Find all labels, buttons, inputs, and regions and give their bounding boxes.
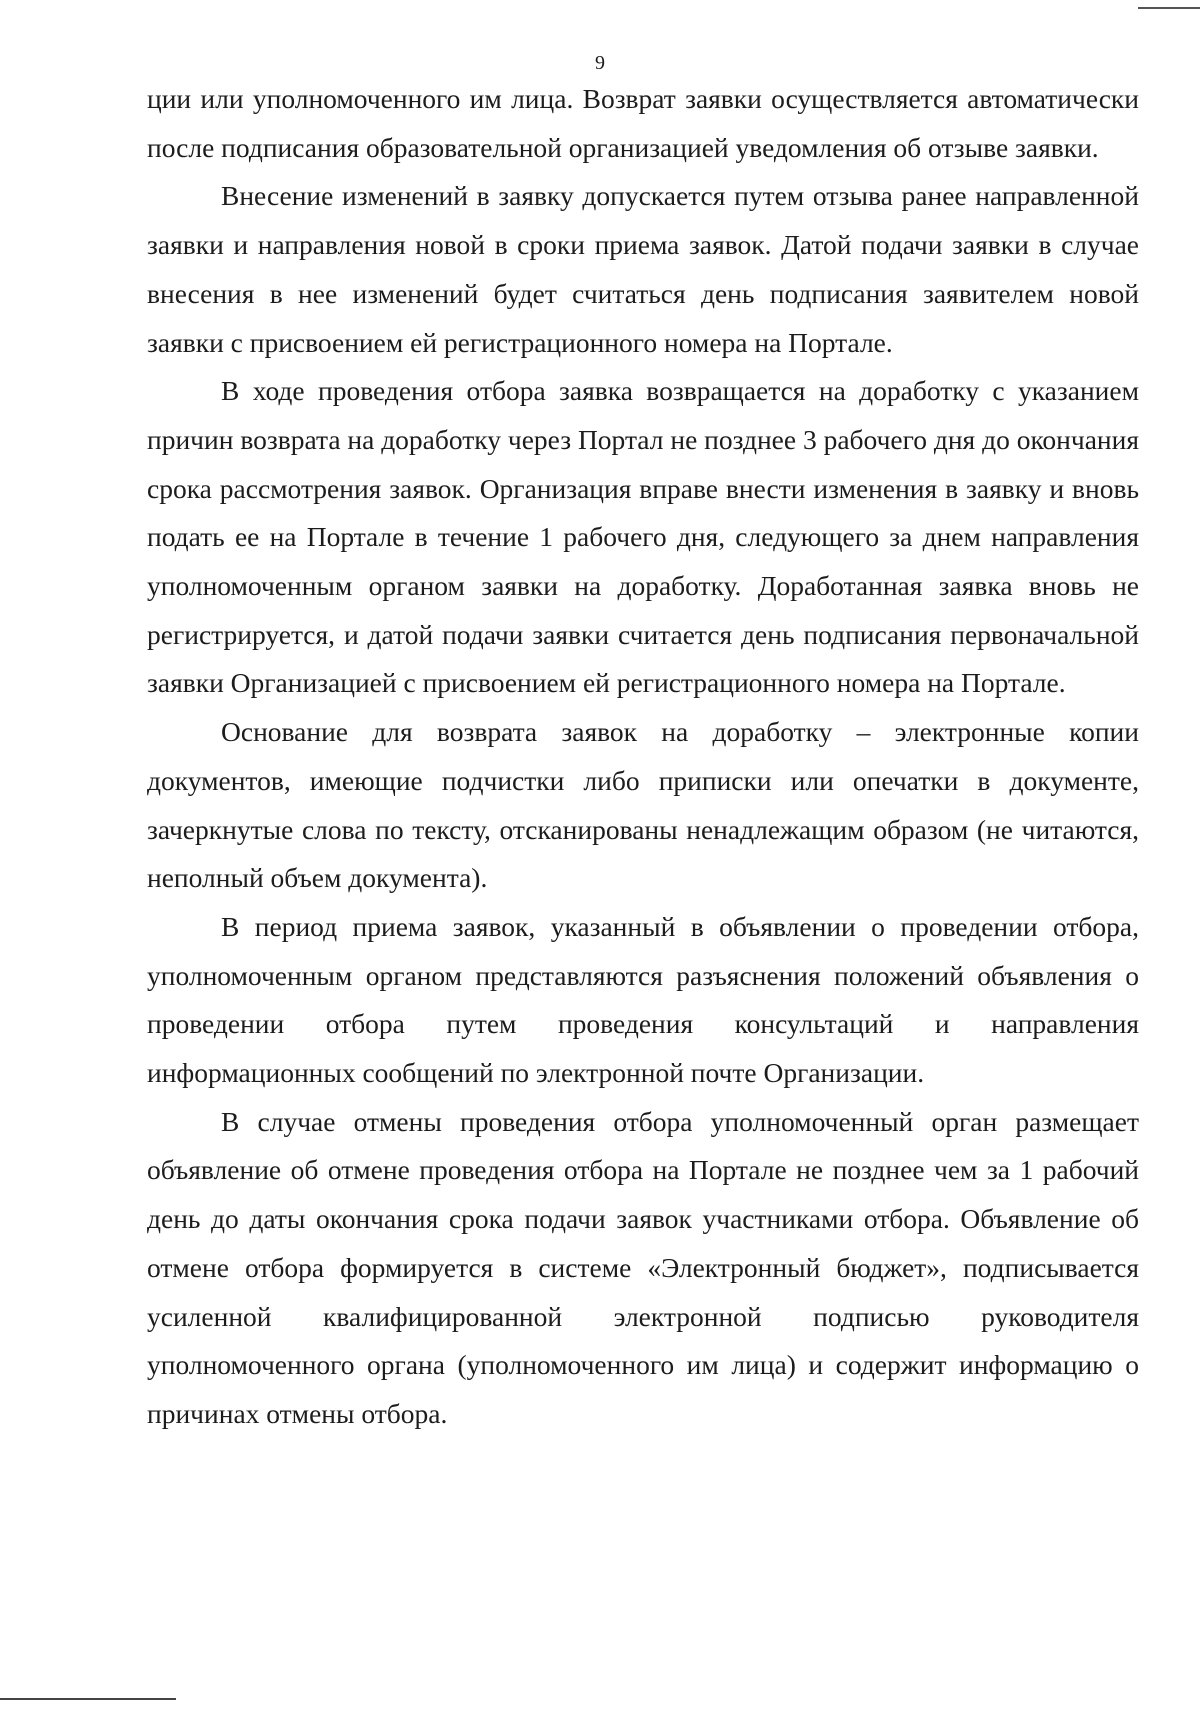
paragraph-selection-cancellation: В случае отмены проведения отбора уполномоченный орган размещает объявление об отмене проведения отбора на Портале не позднее чем за 1 рабочий день до даты окончания срока подачи заявок участниками отбора. Объявление об отмене отбора формируется в системе «Электронный бюджет», подписывается усиленной квалифицированной электронной подписью руководителя уполномоченного органа (уполномоченного им лица) и содержит информацию о причинах отмены отбора. — [147, 1105, 1139, 1429]
paragraph-continuation: ции или уполномоченного им лица. Возврат заявки осуществляется автоматически после подписания образовательной организацией уведомления об отзыве заявки. — [147, 83, 1139, 163]
paragraph-application-changes: Внесение изменений в заявку допускается путем отзыва ранее направленной заявки и направления новой в сроки приема заявок. Датой подачи заявки в случае внесения в нее изменений будет считаться день подписания заявителем новой заявки с присвоением ей регистрационного номера на Портале. — [147, 180, 1139, 358]
paragraph-clarifications: В период приема заявок, указанный в объявлении о проведении отбора, уполномоченным органом представляются разъяснения положений объявления о проведении отбора путем проведения консультаций и направления информационных сообщений по электронной почте Организации. — [147, 910, 1139, 1089]
paragraph-return-for-revision: В ходе проведения отбора заявка возвращается на доработку с указанием причин возврата на доработку через Портал не позднее 3 рабочего дня до окончания срока рассмотрения заявок. Организация вправе внести изменения в заявку и вновь подать ее на Портале в течение 1 рабочего дня, следующего за днем направления уполномоченным органом заявки на доработку. Доработанная заявка вновь не регистрируется, и датой подачи заявки считается день подписания первоначальной заявки Организацией с присвоением ей регистрационного номера на Портале. — [147, 375, 1139, 699]
document-body — [147, 75, 1139, 1439]
paragraph-return-grounds: Основание для возврата заявок на доработку – электронные копии документов, имеющие подчистки либо приписки или опечатки в документе, зачеркнутые слова по тексту, отсканированы ненадлежащим образом (не читаются, неполный объем документа). — [147, 716, 1139, 894]
scan-edge-line-bottom — [0, 1698, 176, 1700]
scan-edge-line-top — [1138, 7, 1200, 9]
page-number: 9 — [595, 52, 605, 74]
